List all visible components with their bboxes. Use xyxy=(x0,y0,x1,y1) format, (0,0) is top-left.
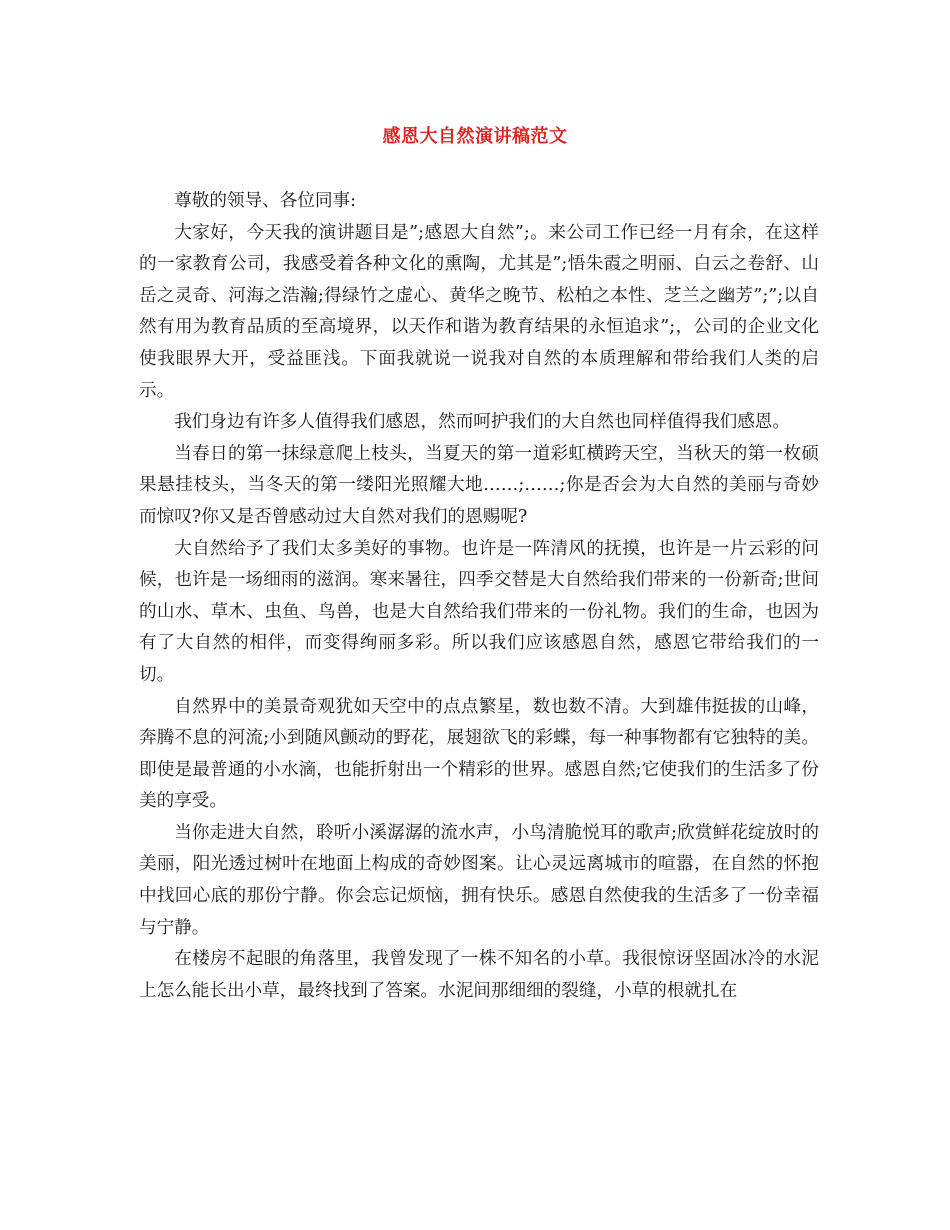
paragraph: 自然界中的美景奇观犹如天空中的点点繁星，数也数不清。大到雄伟挺拔的山峰，奔腾不息的河流;小到随风颤动的野花，展翅欲飞的彩蝶，每一种事物都有它独特的美。即使是最普通的小水滴，也能折射出一个精彩的世界。感恩自然;它使我们的生活多了份美的享受。 xyxy=(139,696,819,812)
paragraph: 大家好，今天我的演讲题目是”;感恩大自然”;。来公司工作已经一月有余，在这样的一家教育公司，我感受着各种文化的熏陶，尤其是”;悟朱霞之明丽、白云之卷舒、山岳之灵奇、河海之浩瀚;得绿竹之虚心、黄华之晚节、松柏之本性、芝兰之幽芳”;”;以自然有用为教育品质的至高境界，以天作和谐为教育结果的永恒追求”;，公司的企业文化使我眼界大开，受益匪浅。下面我就说一说我对自然的本质理解和带给我们人类的启示。 xyxy=(139,222,819,401)
paragraph: 我们身边有许多人值得我们感恩，然而呵护我们的大自然也同样值得我们感恩。 xyxy=(174,412,790,433)
document-title: 感恩大自然演讲稿范文 xyxy=(382,126,568,147)
paragraph: 当你走进大自然，聆听小溪潺潺的流水声，小鸟清脆悦耳的歌声;欣赏鲜花绽放时的美丽，阳光透过树叶在地面上构成的奇妙图案。让心灵远离城市的喧嚣，在自然的怀抱中找回心底的那份宁静。你会忘记烦恼，拥有快乐。感恩自然使我的生活多了一份幸福与宁静。 xyxy=(139,822,819,938)
paragraph: 大自然给予了我们太多美好的事物。也许是一阵清风的抚摸，也许是一片云彩的问候，也许是一场细雨的滋润。寒来暑往，四季交替是大自然给我们带来的一份新奇;世间的山水、草木、虫鱼、鸟兽，也是大自然给我们带来的一份礼物。我们的生命，也因为有了大自然的相伴，而变得绚丽多彩。所以我们应该感恩自然，感恩它带给我们的一切。 xyxy=(139,538,819,685)
document-body xyxy=(139,186,819,1007)
paragraph: 当春日的第一抹绿意爬上枝头，当夏天的第一道彩虹横跨天空，当秋天的第一枚硕果悬挂枝头，当冬天的第一缕阳光照耀大地……;……;你是否会为大自然的美丽与奇妙而惊叹?你又是否曾感动过大自然对我们的恩赐呢? xyxy=(139,443,819,527)
paragraph: 在楼房不起眼的角落里，我曾发现了一株不知名的小草。我很惊讶坚固冰冷的水泥上怎么能长出小草，最终找到了答案。水泥间那细细的裂缝，小草的根就扎在 xyxy=(139,949,819,1001)
salutation: 尊敬的领导、各位同事: xyxy=(174,191,357,211)
